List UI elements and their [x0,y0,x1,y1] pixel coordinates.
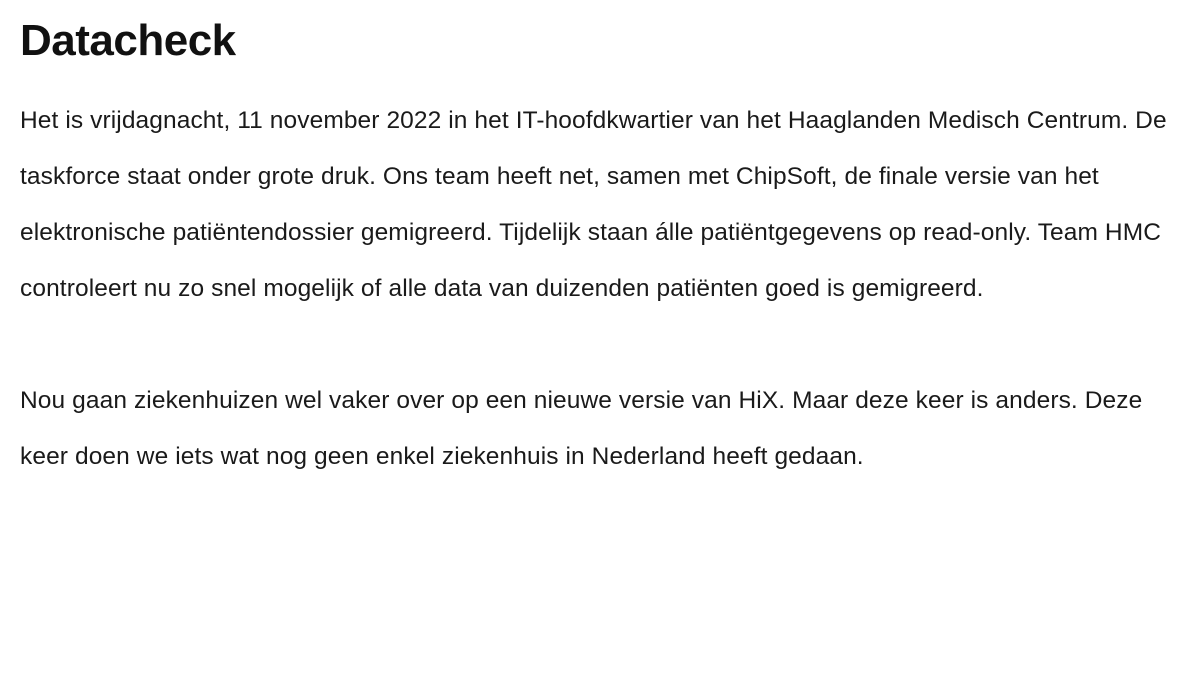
paragraph-1: Het is vrijdagnacht, 11 november 2022 in het IT-hoofdkwartier van het Haaglanden Medisch Centrum. De taskforce staat onder grote druk. Ons team heeft net, samen met ChipSoft, de finale versie van het elektronische patiëntendossier gemigreerd. Tijdelijk staan álle patiëntgegevens op read-only. Team HMC controleert nu zo snel mogelijk of alle data van duizenden patiënten goed is gemigreerd. [20,106,1167,302]
article-body [20,93,1176,485]
paragraph-2: Nou gaan ziekenhuizen wel vaker over op een nieuwe versie van HiX. Maar deze keer is anders. Deze keer doen we iets wat nog geen enkel ziekenhuis in Nederland heeft gedaan. [20,386,1143,470]
page-title: Datacheck [20,16,236,65]
